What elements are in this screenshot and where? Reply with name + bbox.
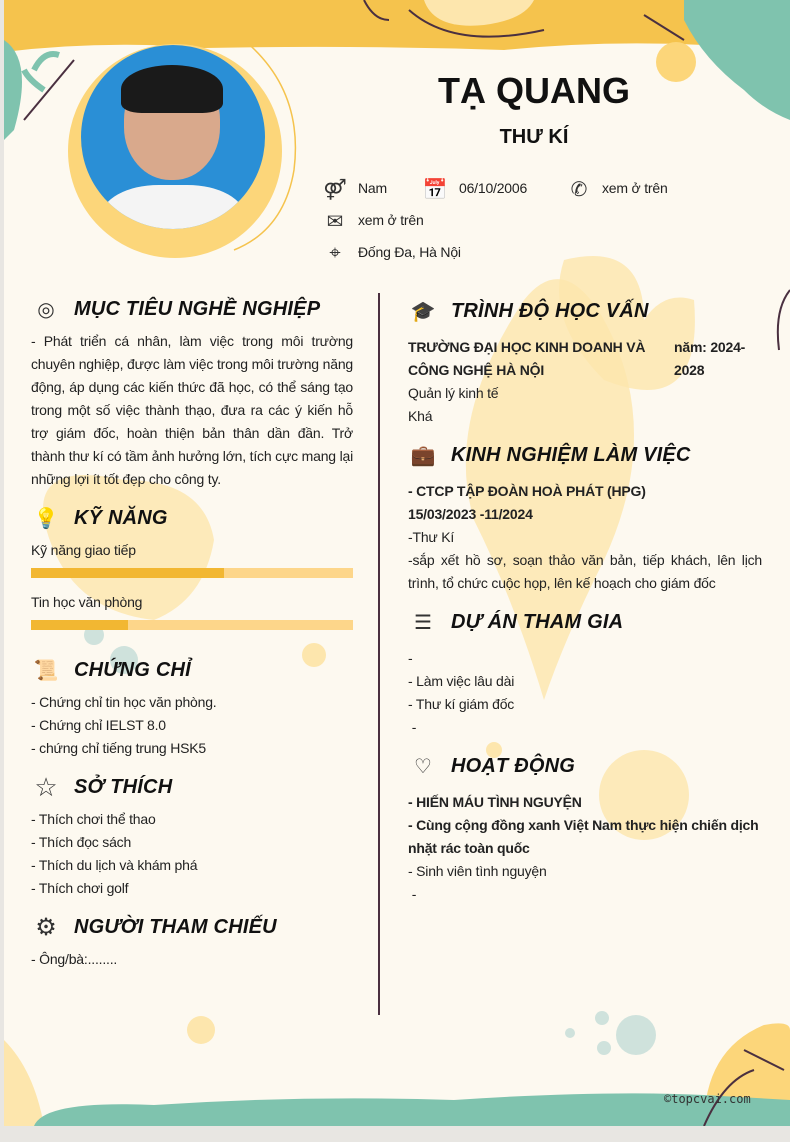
- briefcase-icon: 💼: [410, 444, 436, 467]
- school-years: năm: 2024-2028: [674, 339, 746, 378]
- candidate-name: TẠ QUANG: [438, 70, 630, 111]
- skill-name: Tin học văn phòng: [31, 594, 143, 610]
- skill-name: Kỹ năng giao tiếp: [31, 542, 136, 558]
- hobbies-heading: SỞ THÍCH: [74, 775, 173, 798]
- email-icon: ✉: [326, 210, 344, 233]
- list-item: - Thư kí giám đốc: [408, 696, 515, 712]
- list-item: - Thích chơi thể thao: [31, 811, 156, 827]
- references-heading: NGƯỜI THAM CHIẾU: [74, 915, 277, 938]
- phone-value: xem ở trên: [602, 180, 668, 196]
- projects-section: [408, 605, 762, 739]
- avatar-photo: [81, 45, 265, 229]
- gear-people-icon: ⚙: [35, 913, 57, 941]
- list-item: - Thích chơi golf: [31, 880, 129, 896]
- hobbies-section: [31, 770, 353, 900]
- phone-icon: ✆: [570, 178, 588, 201]
- major: Quản lý kinh tế: [408, 385, 499, 401]
- list-item: - Ông/bà:........: [31, 951, 118, 967]
- left-column: [31, 292, 353, 981]
- grade: Khá: [408, 408, 433, 424]
- birthday-value: 06/10/2006: [459, 180, 528, 196]
- calendar-icon: 📅: [422, 178, 448, 201]
- graduation-cap-icon: 🎓: [410, 300, 436, 323]
- projects-heading: DỰ ÁN THAM GIA: [451, 610, 624, 633]
- email-value: xem ở trên: [358, 212, 424, 228]
- column-divider: [378, 293, 380, 1015]
- objective-section: [31, 292, 353, 491]
- objective-heading: MỤC TIÊU NGHỀ NGHIỆP: [74, 297, 321, 320]
- certificates-section: [31, 653, 353, 760]
- experience-section: [408, 438, 762, 595]
- objective-text: - Phát triển cá nhân, làm việc trong môi trường chuyên nghiệp, được làm việc trong môi trường năng động, áp dụng các kiến thức đã học, có thể sáng tạo trong một số việc thành thạo, đưa ra các ý kiến hỗ trợ giám đốc, hoàn thiện bản thân dần đần. Trở thành thư kí có tầm ảnh hưởng lớn, tích cực mang lại những lợi ít tốt đẹp cho công ty.: [31, 333, 353, 487]
- education-section: [408, 294, 762, 428]
- skill-level-bar: [31, 568, 353, 578]
- education-heading: TRÌNH ĐỘ HỌC VẤN: [451, 299, 649, 322]
- gender-icon: ⚤: [323, 178, 347, 201]
- right-column: [408, 294, 762, 916]
- school-name: TRƯỜNG ĐẠI HỌC KINH DOANH VÀ CÔNG NGHỆ HÀ NỘI: [408, 339, 646, 378]
- activities-heading: HOẠT ĐỘNG: [451, 754, 576, 777]
- heart-pulse-icon: ♡: [414, 755, 432, 778]
- position: -Thư Kí: [408, 529, 455, 545]
- job-description: -sắp xết hồ sơ, soạn thảo văn bản, tiếp khách, lên lịch trình, tổ chức cuộc họp, lên kế hoạch cho giám đốc: [408, 552, 762, 591]
- list-item: -: [408, 886, 417, 902]
- list-item: - Cùng cộng đồng xanh Việt Nam thực hiện chiến dịch nhặt rác toàn quốc: [408, 817, 759, 856]
- list-item: -: [408, 650, 413, 666]
- star-icon: ☆: [34, 771, 58, 802]
- target-icon: ◎: [37, 298, 55, 321]
- location-pin-icon: ⌖: [329, 241, 341, 264]
- experience-heading: KINH NGHIỆM LÀM VIỆC: [451, 443, 691, 466]
- skills-heading: KỸ NĂNG: [74, 506, 168, 529]
- lightbulb-icon: 💡: [33, 507, 59, 530]
- layers-icon: ☰: [414, 611, 432, 634]
- list-item: - Chứng chỉ IELST 8.0: [31, 717, 166, 733]
- address-value: Đống Đa, Hà Nội: [358, 244, 461, 260]
- list-item: - Thích du lịch và khám phá: [31, 857, 198, 873]
- cv-page: [4, 0, 790, 1126]
- certificate-icon: 📜: [33, 659, 59, 682]
- skill-level-bar: [31, 620, 353, 630]
- certificates-heading: CHỨNG CHỈ: [74, 658, 191, 681]
- company: - CTCP TẬP ĐOÀN HOÀ PHÁT (HPG): [408, 483, 646, 499]
- period: 15/03/2023 -11/2024: [408, 506, 533, 522]
- references-section: [31, 910, 353, 971]
- watermark: ©topcvai.com: [664, 1092, 751, 1106]
- job-title: THƯ KÍ: [499, 126, 569, 148]
- list-item: - Thích đọc sách: [31, 834, 132, 850]
- list-item: - HIẾN MÁU TÌNH NGUYỆN: [408, 794, 582, 810]
- list-item: - chứng chỉ tiếng trung HSK5: [31, 740, 206, 756]
- list-item: - Làm việc lâu dài: [408, 673, 515, 689]
- skills-section: [31, 501, 353, 643]
- list-item: - Chứng chỉ tin học văn phòng.: [31, 694, 217, 710]
- activities-section: [408, 749, 762, 906]
- list-item: - Sinh viên tình nguyện: [408, 863, 547, 879]
- gender-value: Nam: [358, 180, 387, 196]
- list-item: -: [408, 719, 417, 735]
